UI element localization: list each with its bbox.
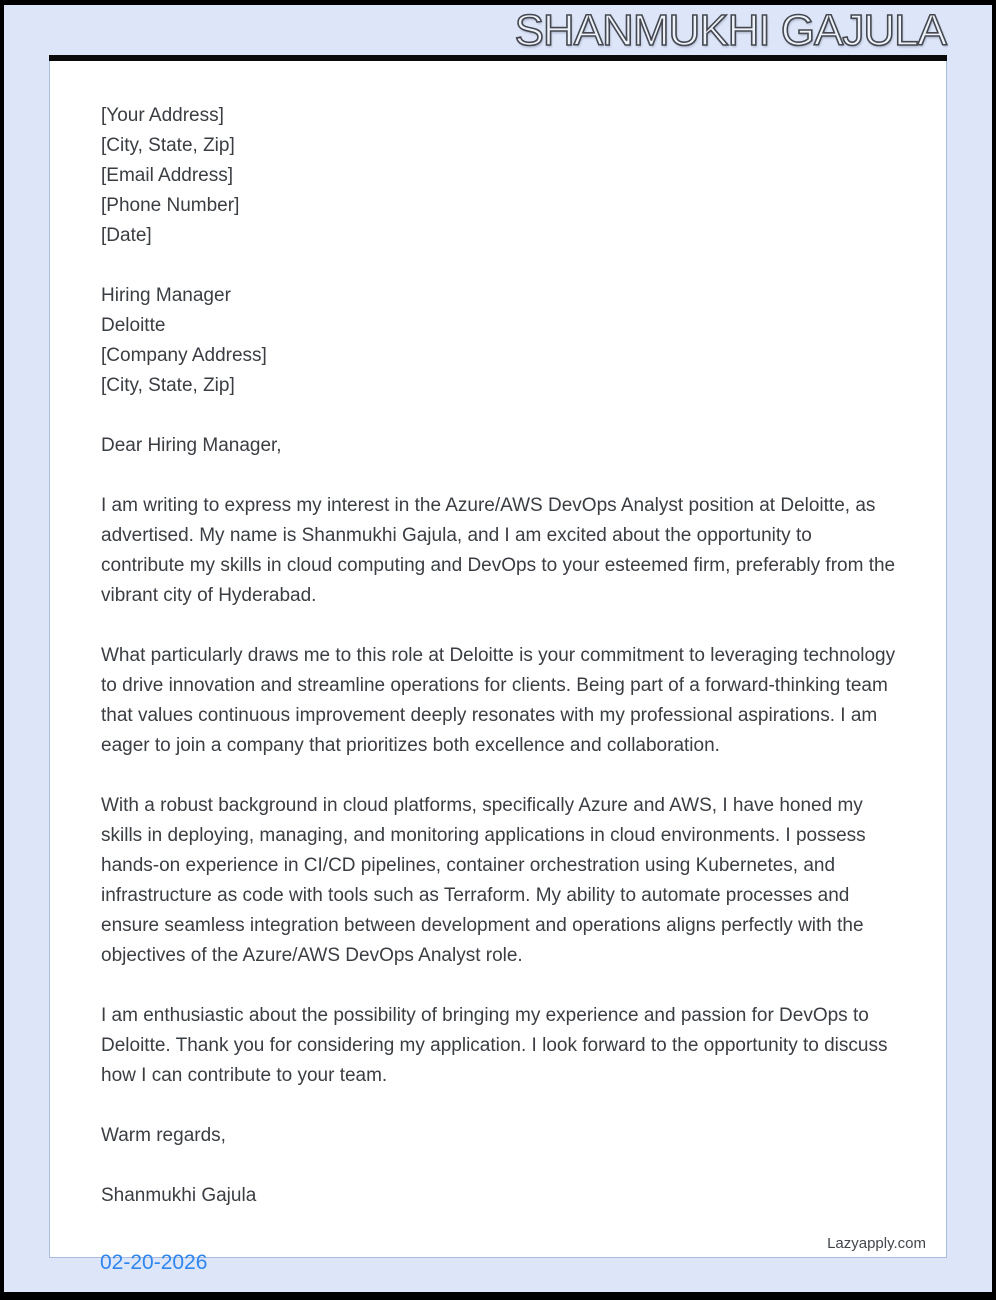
brand-watermark: Lazyapply.com [827, 1235, 926, 1252]
date-stamp: 02-20-2026 [100, 1251, 208, 1274]
sender-line: [Email Address] [101, 165, 233, 186]
sender-line: [Phone Number] [101, 195, 240, 216]
body-paragraph: What particularly draws me to this role at Deloitte is your commitment to leveraging technology to drive innovation and streamline operations for clients. Being part of a forward-thinking team that values continuous improvement deeply resonates with my professional aspirations. I am eager to join a company that prioritizes both excellence and collaboration. [101, 645, 896, 756]
recipient-line: Deloitte [101, 315, 166, 336]
sender-line: [Date] [101, 225, 152, 246]
recipient-line: Hiring Manager [101, 285, 231, 306]
recipient-block [101, 281, 896, 401]
body-paragraph: I am writing to express my interest in the Azure/AWS DevOps Analyst position at Deloitte, as advertised. My name is Shanmukhi Gajula, and I am excited about the opportunity to contribute my skills in cloud computing and DevOps to your esteemed firm, preferably from the vibrant city of Hyderabad. [101, 495, 896, 606]
closing: Warm regards, [101, 1125, 226, 1146]
recipient-line: [Company Address] [101, 345, 267, 366]
sender-line: [City, State, Zip] [101, 135, 235, 156]
salutation: Dear Hiring Manager, [101, 435, 282, 456]
sender-address-block [101, 101, 896, 251]
signature: Shanmukhi Gajula [101, 1185, 257, 1206]
recipient-line: [City, State, Zip] [101, 375, 235, 396]
sender-line: [Your Address] [101, 105, 224, 126]
page-title: SHANMUKHI GAJULA [514, 6, 946, 55]
letter-sheet [49, 61, 947, 1258]
body-paragraph: I am enthusiastic about the possibility of bringing my experience and passion for DevOps to Deloitte. Thank you for considering my application. I look forward to the opportunity to discuss how I can contribute to your team. [101, 1005, 888, 1086]
body-paragraph: With a robust background in cloud platforms, specifically Azure and AWS, I have honed my skills in deploying, managing, and monitoring applications in cloud environments. I possess hands-on experience in CI/CD pipelines, container orchestration using Kubernetes, and infrastructure as code with tools such as Terraform. My ability to automate processes and ensure seamless integration between development and operations aligns perfectly with the objectives of the Azure/AWS DevOps Analyst role. [101, 795, 866, 966]
